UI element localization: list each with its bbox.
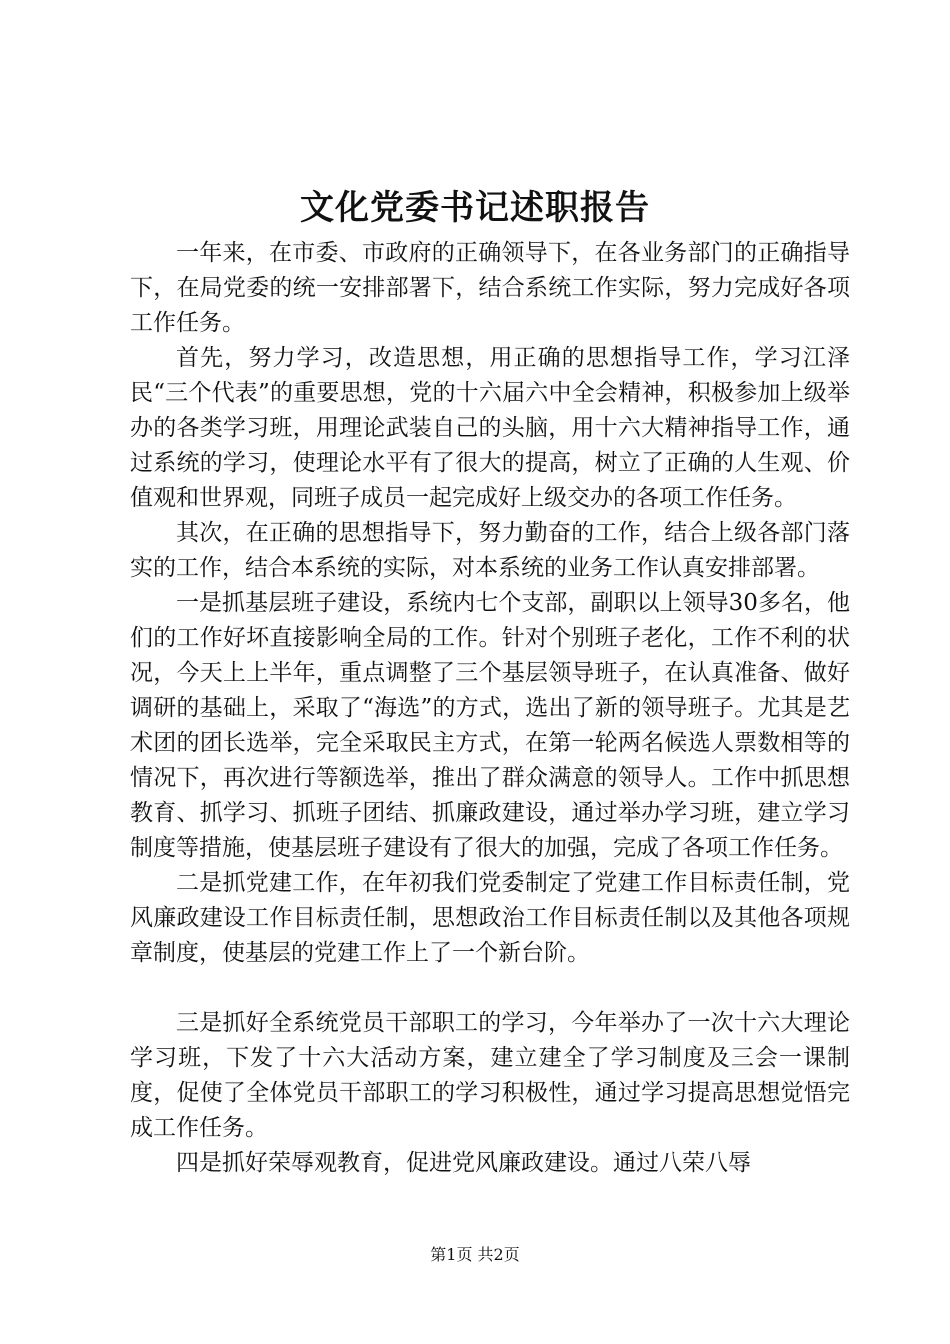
paragraph-spacer [130, 971, 850, 1006]
paragraph-intro: 一年来，在市委、市政府的正确领导下，在各业务部门的正确指导下，在局党委的统一安排部署下，结合系统工作实际，努力完成好各项工作任务。 [130, 240, 850, 336]
paragraph-point-four: 四是抓好荣辱观教育，促进党风廉政建设。通过八荣八辱 [176, 1150, 751, 1176]
document-body [130, 236, 850, 1181]
page-number-footer: 第1页 共2页 [430, 1245, 520, 1264]
paragraph-point-three: 三是抓好全系统党员干部职工的学习，今年举办了一次十六大理论学习班，下发了十六大活动方案，建立建全了学习制度及三会一课制度，促使了全体党员干部职工的学习积极性，通过学习提高思想觉悟完成工作任务。 [130, 1010, 850, 1141]
paragraph-study: 首先，努力学习，改造思想，用正确的思想指导工作，学习江泽民“三个代表”的重要思想，党的十六届六中全会精神，积极参加上级举办的各类学习班，用理论武装自己的头脑，用十六大精神指导工作，通过系统的学习，使理论水平有了很大的提高，树立了正确的人生观、价值观和世界观，同班子成员一起完成好上级交办的各项工作任务。 [130, 345, 850, 511]
paragraph-point-two: 二是抓党建工作，在年初我们党委制定了党建工作目标责任制，党风廉政建设工作目标责任制，思想政治工作目标责任制以及其他各项规章制度，使基层的党建工作上了一个新台阶。 [130, 870, 850, 966]
paragraph-work: 其次，在正确的思想指导下，努力勤奋的工作，结合上级各部门落实的工作，结合本系统的实际，对本系统的业务工作认真安排部署。 [130, 520, 850, 581]
paragraph-point-one: 一是抓基层班子建设，系统内七个支部，副职以上领导30多名，他们的工作好坏直接影响全局的工作。针对个别班子老化，工作不利的状况，今天上上半年，重点调整了三个基层领导班子，在认真准备、做好调研的基础上，采取了“海选”的方式，选出了新的领导班子。尤其是艺术团的团长选举，完全采取民主方式，在第一轮两名候选人票数相等的情况下，再次进行等额选举，推出了群众满意的领导人。工作中抓思想教育、抓学习、抓班子团结、抓廉政建设，通过举办学习班，建立学习制度等措施，使基层班子建设有了很大的加强，完成了各项工作任务。 [130, 590, 850, 861]
document-title: 文化党委书记述职报告 [300, 188, 650, 228]
